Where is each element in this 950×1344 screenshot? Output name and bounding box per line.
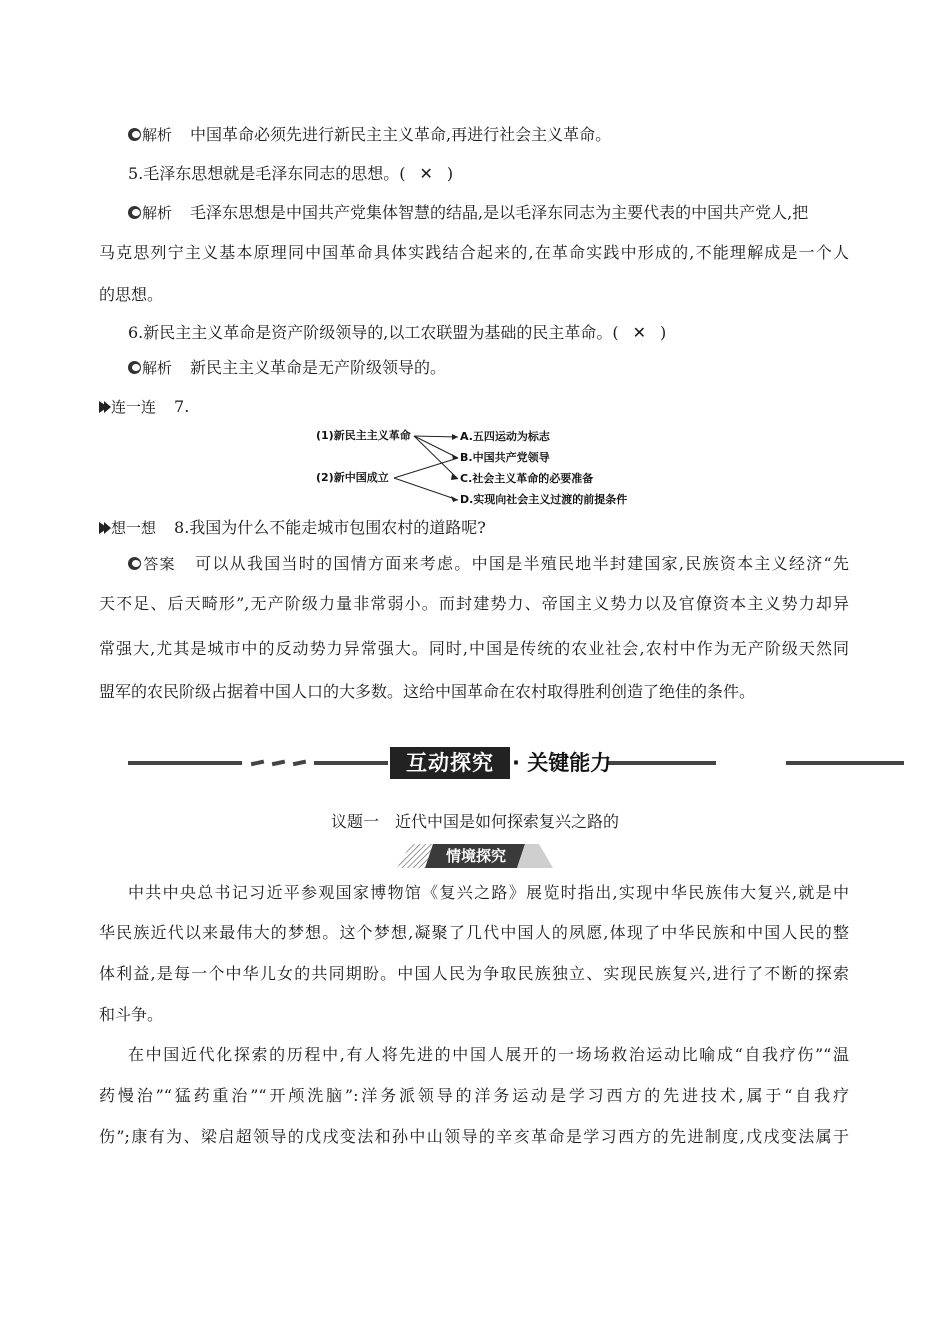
analysis-label: 解析 [142,359,173,377]
link-label: 连一连 [111,398,157,416]
wrong-mark-icon: ✕ [419,164,433,183]
line-1-to-c [414,436,458,479]
analysis-4 [128,124,611,146]
diagram-right-a: A.五四运动为标志 [460,430,550,443]
answer-8-line-2: 天不足、后天畸形”,无产阶级力量非常弱小。而封建势力、帝国主义势力以及官僚资本主义势力却异 [99,594,849,613]
question-6: 6.新民主主义革命是资产阶级领导的,以工农联盟为基础的民主革命。( ✕ ) [128,323,667,342]
line-1-to-a [414,436,458,437]
analysis-5-line-3: 的思想。 [99,285,164,304]
paragraph-1-line-1: 中共中央总书记习近平参观国家博物馆《复兴之路》展览时指出,实现中华民族伟大复兴,就是中 [128,883,849,902]
answer-8-line-4: 盟军的农民阶级占据着中国人口的大多数。这给中国革命在农村取得胜利创造了绝佳的条件。 [99,682,756,701]
section-banner-text: · 关键能力 [512,751,612,775]
paragraph-1-line-2: 华民族近代以来最伟大的梦想。这个梦想,凝聚了几代中国人的夙愿,体现了中华民族和中国人民的整 [99,923,849,942]
line-1-to-b [414,436,458,458]
diagram-left-2: (2)新中国成立 [316,471,389,484]
analysis-5-line-2: 马克思列宁主义基本原理同中国革命具体实践结合起来的,在革命实践中形成的,不能理解成是一个人 [99,243,849,262]
analysis-label: 解析 [142,204,173,222]
paragraph-1-line-4: 和斗争。 [99,1005,164,1024]
paragraph-2-line-1: 在中国近代化探索的历程中,有人将先进的中国人展开的一场场救治运动比喻成“自我疗伤”“温 [128,1045,849,1064]
paragraph-2-line-2: 药慢治”“猛药重治”“开颅洗脑”:洋务派领导的洋务运动是学习西方的先进技术,属于“自我疗 [99,1086,849,1105]
diagram-right-b: B.中国共产党领导 [460,451,550,464]
answer-icon [128,557,141,570]
link-exercise: 连一连 7. [99,396,189,418]
diagram-right-d: D.实现向社会主义过渡的前提条件 [460,493,628,506]
scenario-label: 情境探究 [445,847,506,865]
topic-heading: 议题一 近代中国是如何探索复兴之路的 [330,812,619,831]
analysis-icon [128,361,141,374]
answer-label: 答案 [142,555,176,573]
analysis-text: 中国革命必须先进行新民主主义革命,再进行社会主义革命。 [190,125,612,144]
diagram-lines [310,426,650,512]
wrong-mark-icon: ✕ [632,323,647,342]
analysis-icon [128,128,141,141]
line-2-to-b [394,458,458,478]
answer-8-line-3: 常强大,尤其是城市中的反动势力异常强大。同时,中国是传统的农业社会,农村中作为无产阶级天然同 [99,639,849,658]
analysis-icon [128,206,141,219]
analysis-5-line-1: 解析 毛泽东思想是中国共产党集体智慧的结晶,是以毛泽东同志为主要代表的中国共产党人,把 [128,202,808,224]
analysis-6: 解析 新民主主义革命是无产阶级领导的。 [128,357,446,379]
section-banner-box: 互动探究 [390,747,510,779]
line-2-to-d [394,478,458,500]
think-exercise: 想一想 8.我国为什么不能走城市包围农村的道路呢? [99,517,486,539]
think-label: 想一想 [111,519,157,537]
diagram-right-c: C.社会主义革命的必要准备 [460,472,594,485]
diagram-left-1: (1)新民主主义革命 [316,429,411,442]
analysis-label: 解析 [142,126,173,144]
paragraph-1-line-3: 体利益,是每一个中华儿女的共同期盼。中国人民为争取民族独立、实现民族复兴,进行了不断的探索 [99,964,849,983]
matching-diagram [310,426,650,512]
answer-8-line-1: 答案 可以从我国当时的国情方面来考虑。中国是半殖民地半封建国家,民族资本主义经济“先 [128,553,849,575]
paragraph-2-line-3: 伤”;康有为、梁启超领导的戊戌变法和孙中山领导的辛亥革命是学习西方的先进制度,戊戌变法属于 [99,1127,849,1146]
question-5: 5.毛泽东思想就是毛泽东同志的思想。( ✕ ) [128,164,454,183]
